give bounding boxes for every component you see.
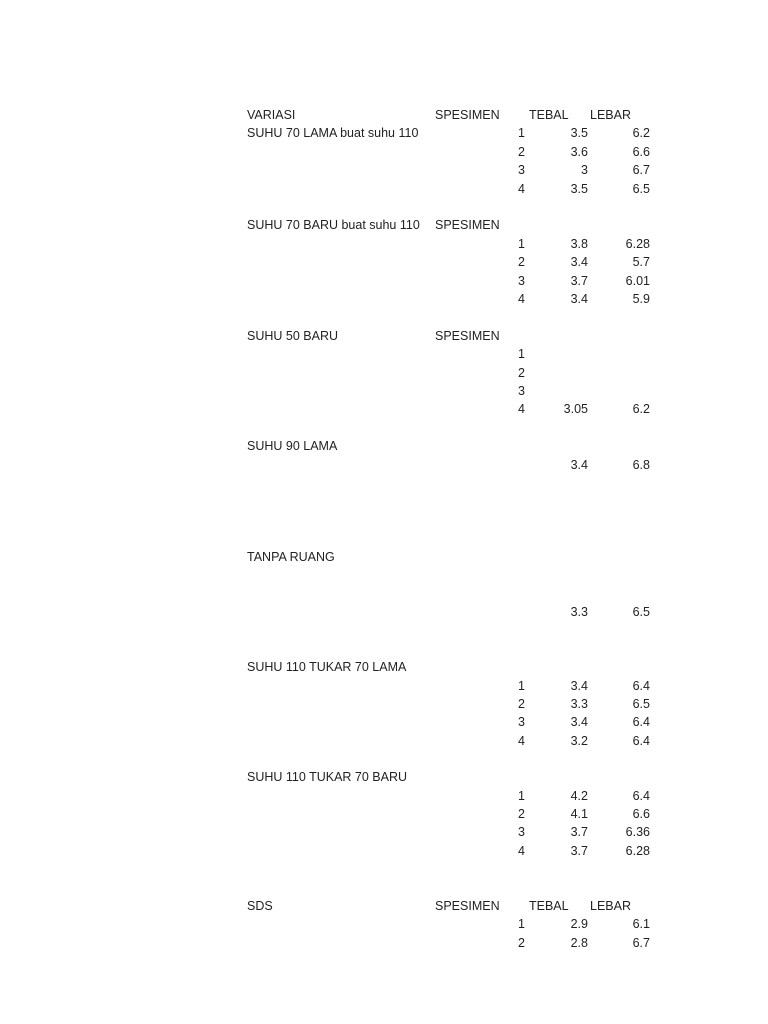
table-row (0, 713, 768, 731)
tebal-value: 3.8 (570, 237, 588, 251)
lebar-value: 6.5 (632, 182, 650, 196)
lebar-value: 6.7 (632, 936, 650, 950)
lebar-value: 6.01 (625, 274, 650, 288)
specimen-number: 2 (518, 145, 525, 159)
group-title: SDS (247, 899, 273, 913)
tebal-value: 2.9 (570, 917, 588, 931)
specimen-number: 2 (518, 807, 525, 821)
specimen-number: 2 (518, 936, 525, 950)
table-row (0, 290, 768, 308)
table-row (0, 400, 768, 418)
tebal-value: 3.5 (570, 126, 588, 140)
tebal-value: 3.2 (570, 734, 588, 748)
lebar-value: 5.7 (632, 255, 650, 269)
table-row (0, 787, 768, 805)
specimen-number: 2 (518, 255, 525, 269)
specimen-number: 4 (518, 402, 525, 416)
tebal-value: 4.2 (570, 789, 588, 803)
tebal-header: TEBAL (529, 899, 569, 913)
tebal-value: 3.3 (570, 697, 588, 711)
table-row (0, 695, 768, 713)
specimen-number: 1 (518, 679, 525, 693)
lebar-value: 6.1 (632, 917, 650, 931)
lebar-value: 6.5 (632, 605, 650, 619)
tebal-value: 3.4 (570, 679, 588, 693)
table-row (0, 805, 768, 823)
group-title-row (0, 216, 768, 234)
lebar-value: 6.2 (632, 402, 650, 416)
group-title-row (0, 548, 768, 566)
specimen-number: 1 (518, 126, 525, 140)
table-row (0, 934, 768, 952)
tebal-value: 4.1 (570, 807, 588, 821)
specimen-number: 3 (518, 163, 525, 177)
specimen-number: 2 (518, 366, 525, 380)
group-title: SUHU 110 TUKAR 70 LAMA (247, 660, 407, 674)
tebal-value: 3.7 (570, 825, 588, 839)
tebal-value: 3.05 (563, 402, 588, 416)
table-row (0, 677, 768, 695)
specimen-number: 3 (518, 825, 525, 839)
header-row (0, 106, 768, 124)
tebal-value: 3.7 (570, 844, 588, 858)
spesimen-label: SPESIMEN (435, 329, 500, 343)
tebal-value: 2.8 (570, 936, 588, 950)
tebal-value: 3.4 (570, 458, 588, 472)
tebal-value: 3.3 (570, 605, 588, 619)
table-row (0, 345, 768, 363)
lebar-value: 6.5 (632, 697, 650, 711)
group-title: SUHU 70 LAMA buat suhu 110 (247, 126, 419, 140)
specimen-number: 4 (518, 734, 525, 748)
specimen-number: 4 (518, 292, 525, 306)
table-row (0, 732, 768, 750)
tebal-value: 3.5 (570, 182, 588, 196)
lebar-value: 6.4 (632, 715, 650, 729)
specimen-number: 4 (518, 182, 525, 196)
table-row (0, 842, 768, 860)
table-row (0, 272, 768, 290)
group-title: SUHU 110 TUKAR 70 BARU (247, 770, 408, 784)
specimen-number: 2 (518, 697, 525, 711)
tebal-value: 3.4 (570, 292, 588, 306)
lebar-value: 6.6 (632, 145, 650, 159)
group-title: SUHU 90 LAMA (247, 439, 338, 453)
lebar-value: 6.4 (632, 734, 650, 748)
group-title-row (0, 437, 768, 455)
lebar-value: 6.36 (625, 825, 650, 839)
tebal-value: 3.6 (570, 145, 588, 159)
lebar-value: 6.28 (625, 844, 650, 858)
table-row (0, 456, 768, 474)
table-row (0, 915, 768, 933)
group-title-row (0, 658, 768, 676)
group-title-row (0, 768, 768, 786)
group-title-row (0, 897, 768, 915)
header-lebar: LEBAR (590, 108, 631, 122)
specimen-number: 1 (518, 789, 525, 803)
lebar-header: LEBAR (590, 899, 631, 913)
table-row (0, 124, 768, 142)
table-row (0, 364, 768, 382)
lebar-value: 6.4 (632, 679, 650, 693)
group-title: TANPA RUANG (247, 550, 335, 564)
header-spesimen: SPESIMEN (435, 108, 500, 122)
table-row (0, 235, 768, 253)
table-row (0, 823, 768, 841)
group-title: SUHU 70 BARU buat suhu 110 (247, 218, 420, 232)
header-variasi: VARIASI (247, 108, 296, 122)
specimen-number: 3 (518, 715, 525, 729)
table-row (0, 603, 768, 621)
lebar-value: 6.28 (625, 237, 650, 251)
specimen-number: 4 (518, 844, 525, 858)
tebal-value: 3 (581, 163, 588, 177)
table-row (0, 143, 768, 161)
table-row (0, 180, 768, 198)
group-title: SUHU 50 BARU (247, 329, 338, 343)
table-row (0, 382, 768, 400)
lebar-value: 6.4 (632, 789, 650, 803)
specimen-number: 1 (518, 237, 525, 251)
table-row (0, 253, 768, 271)
tebal-value: 3.4 (570, 255, 588, 269)
lebar-value: 5.9 (632, 292, 650, 306)
group-title-row (0, 327, 768, 345)
specimen-number: 1 (518, 917, 525, 931)
header-tebal: TEBAL (529, 108, 569, 122)
specimen-number: 3 (518, 384, 525, 398)
spesimen-label: SPESIMEN (435, 218, 500, 232)
lebar-value: 6.8 (632, 458, 650, 472)
tebal-value: 3.7 (570, 274, 588, 288)
lebar-value: 6.7 (632, 163, 650, 177)
table-row (0, 161, 768, 179)
spesimen-label: SPESIMEN (435, 899, 500, 913)
lebar-value: 6.2 (632, 126, 650, 140)
specimen-number: 3 (518, 274, 525, 288)
tebal-value: 3.4 (570, 715, 588, 729)
specimen-number: 1 (518, 347, 525, 361)
lebar-value: 6.6 (632, 807, 650, 821)
